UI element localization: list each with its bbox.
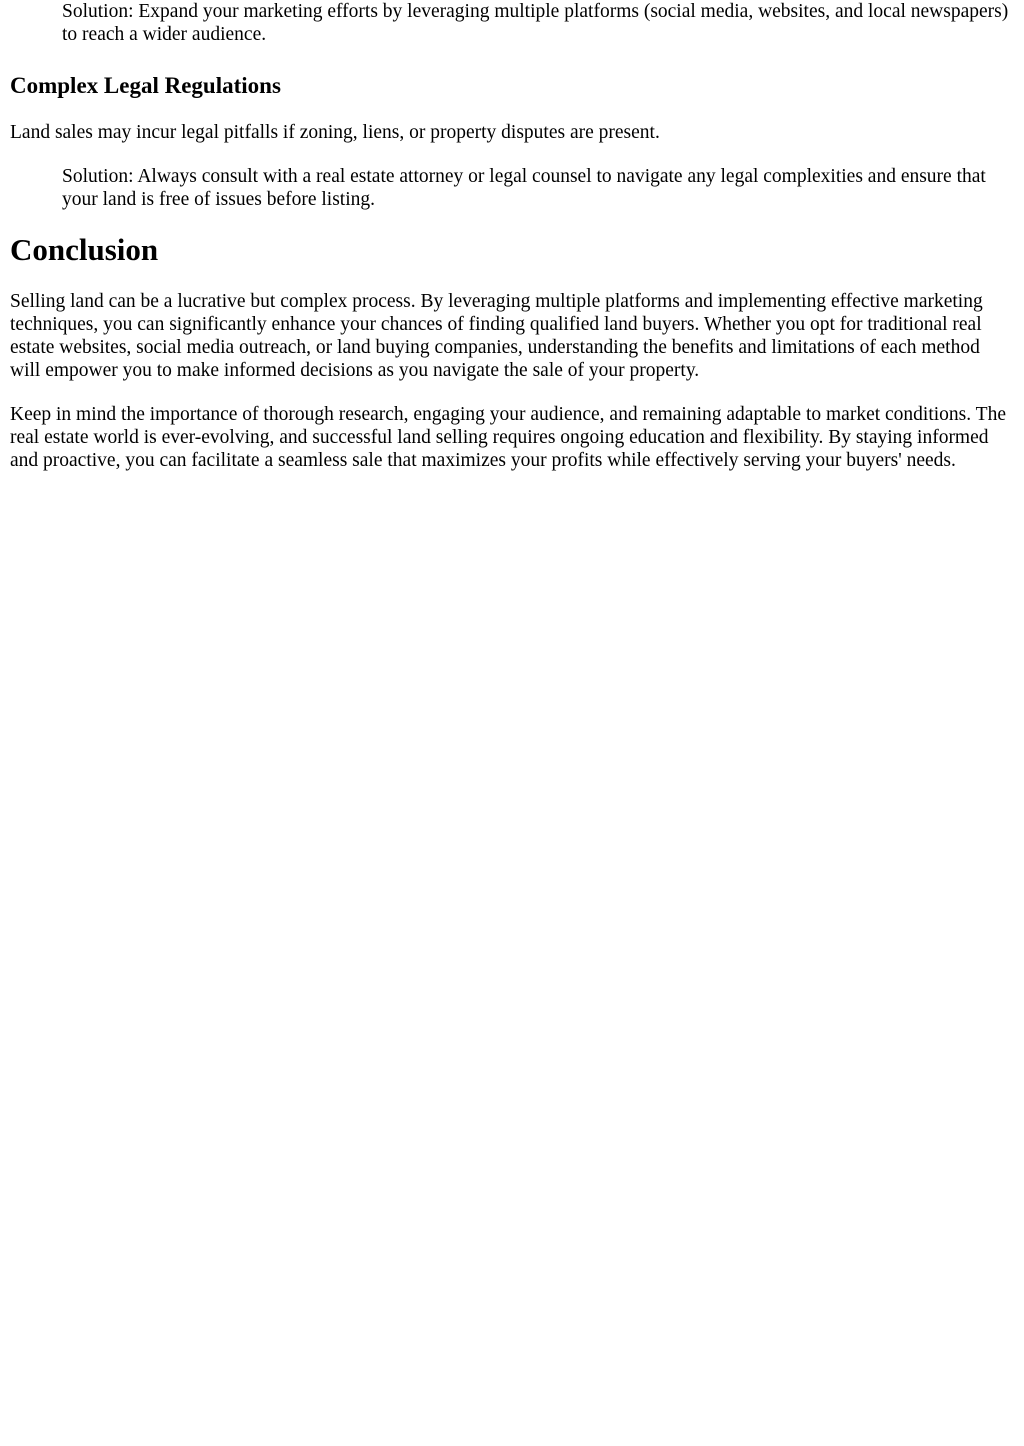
solution-text-marketing: Solution: Expand your marketing efforts by leveraging multiple platforms (social media, websites, and local newspapers) to reach a wider audience.	[62, 1, 1009, 45]
conclusion-paragraph: Selling land can be a lucrative but complex process. By leveraging multiple platforms and implementing effective marketing techniques, you can significantly enhance your chances of finding qualified land buyers. Whether you opt for traditional real estate websites, social media outreach, or land buying companies, understanding the benefits and limitations of each method will empower you to make informed decisions as you navigate the sale of your property.	[10, 291, 983, 381]
section-body-legal: Land sales may incur legal pitfalls if zoning, liens, or property disputes are present.	[10, 122, 660, 143]
solution-blockquote-legal	[62, 165, 1014, 211]
article-body	[10, 0, 1014, 472]
solution-blockquote-marketing	[62, 0, 1014, 46]
section-heading-legal: Complex Legal Regulations	[10, 73, 281, 98]
section-heading-conclusion: Conclusion	[10, 232, 159, 267]
solution-text-legal: Solution: Always consult with a real estate attorney or legal counsel to navigate any legal complexities and ensure that your land is free of issues before listing.	[62, 166, 986, 210]
conclusion-paragraph: Keep in mind the importance of thorough research, engaging your audience, and remaining adaptable to market conditions. The real estate world is ever-evolving, and successful land selling requires ongoing education and flexibility. By staying informed and proactive, you can facilitate a seamless sale that maximizes your profits while effectively serving your buyers' needs.	[10, 404, 1006, 471]
